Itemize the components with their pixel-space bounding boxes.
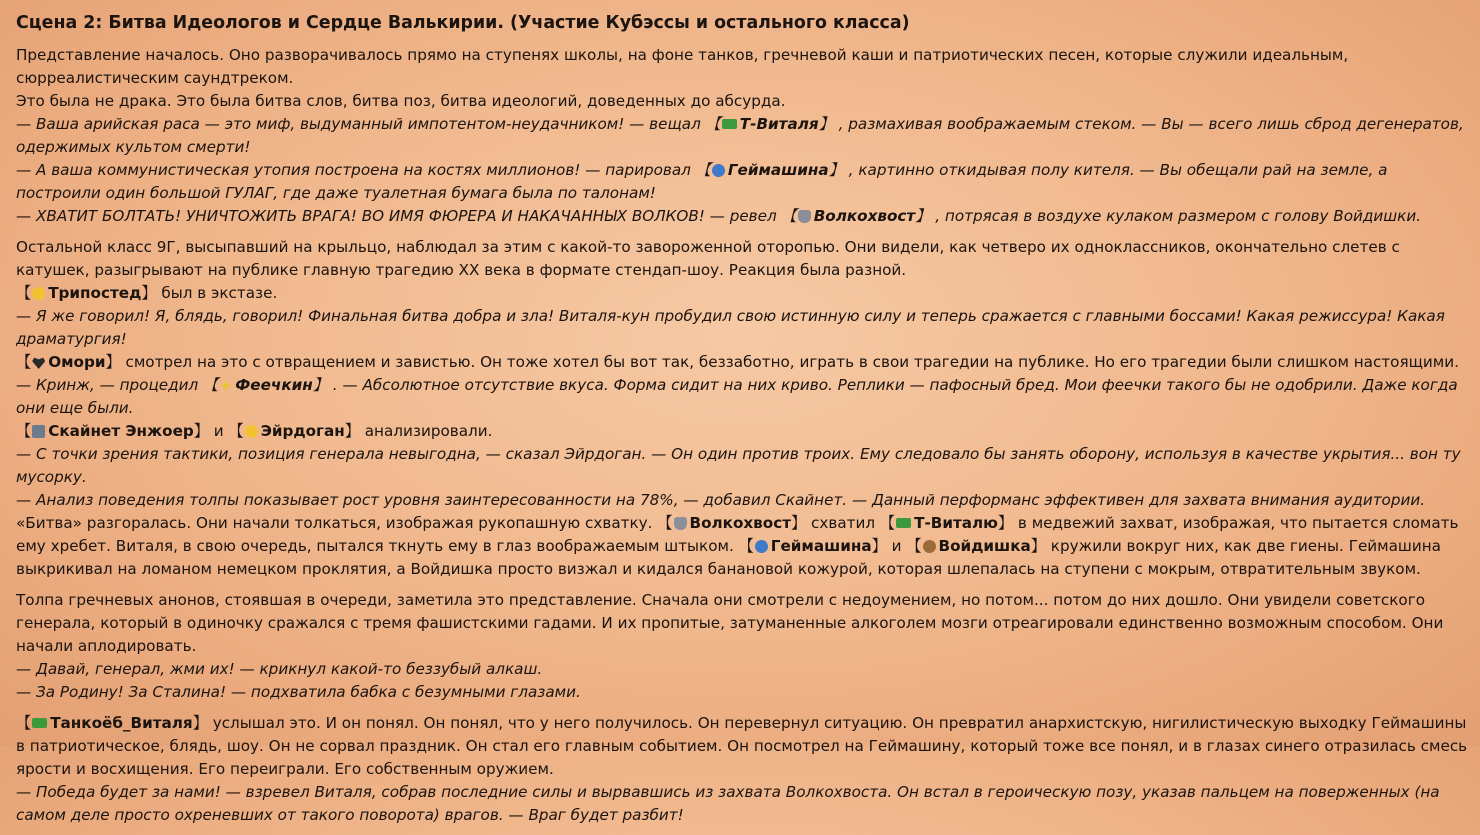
character-tag: 【 Войдишка】	[906, 537, 1046, 555]
character-tag: 【 Геймашина】	[695, 161, 844, 179]
smile-icon	[245, 425, 258, 438]
character-tag: 【 Т-Виталю】	[879, 514, 1014, 532]
tank-icon	[896, 518, 911, 528]
text-line: 【 Омори】 смотрел на это с отвращением и завистью. Он тоже хотел бы вот так, беззаботно, играть в свои трагедии на публике. Но его трагедии были слишком настоящими.	[16, 353, 1459, 371]
text-line: 【 Скайнет Энжоер】 и 【 Эйрдоган】 анализировали.	[16, 422, 493, 440]
dialogue-line: — Победа будет за нами! — взревел Виталя, собрав последние силы и вырвавшись из захвата Волкохвоста. Он встал в героическую позу, указав пальцем на поверженных (на самом деле просто охреневших от такого поворота) врагов. — Враг будет разбит!	[16, 783, 1440, 824]
wolf-icon	[674, 517, 687, 530]
text-line: «Битва» разгоралась. Они начали толкаться, изображая рукопашную схватку. 【 Волкохвост】 схватил 【 Т-Виталю】 в медвежий захват, изображая, что пытается сломать ему хребет. Виталя, в свою очередь, пытался ткнуть ему в глаз воображаемым штыком. 【 Геймашина】 и 【 Войдишка】 кружили вокруг них, как две гиены. Геймашина выкрикивал на ломаном немецком проклятия, а Войдишка просто визжал и кидался банановой кожурой, которая шлепалась на ступени с мокрым, отвратительным звуком.	[16, 514, 1459, 578]
character-tag: 【 Скайнет Энжоер】	[16, 422, 209, 440]
paragraph-3	[16, 589, 1468, 704]
dialogue-line: — Ваша арийская раса — это миф, выдуманный импотентом-неудачником! — вещал 【 Т-Виталя】 , размахивая воображаемым стеком. — Вы — всего лишь сброд дегенератов, одержимых культом смерти!	[16, 115, 1464, 156]
character-tag: 【 Волкохвост】	[781, 207, 931, 225]
dialogue-line: — Я же говорил! Я, блядь, говорил! Финальная битва добра и зла! Виталя-кун пробудил свою истинную силу и теперь сражается с главными боссами! Какая режиссура! Какая драматургия!	[16, 307, 1445, 348]
tank-icon	[32, 718, 47, 728]
character-tag: 【 Феечкин】	[203, 376, 328, 394]
scene-title: Сцена 2: Битва Идеологов и Сердце Валькирии. (Участие Кубэссы и остального класса)	[16, 13, 910, 33]
dialogue-line: — А ваша коммунистическая утопия построена на костях миллионов! — парировал 【 Геймашина】 , картинно откидывая полу кителя. — Вы обещали рай на земле, а построили один большой ГУЛАГ, где даже туалетная бумага была по талонам!	[16, 161, 1388, 202]
dialogue-line: — ХВАТИТ БОЛТАТЬ! УНИЧТОЖИТЬ ВРАГА! ВО ИМЯ ФЮРЕРА И НАКАЧАННЫХ ВОЛКОВ! — ревел 【 Волкохвост】 , потрясая в воздухе кулаком размером с голову Войдишки.	[16, 207, 1422, 225]
text-line: Остальной класс 9Г, высыпавший на крыльцо, наблюдал за этим с какой-то завороженной оторопью. Они видели, как четверо их одноклассников, окончательно слетев с катушек, разыгрывают на публике главную трагедию XX века в формате стендап-шоу. Реакция была разной.	[16, 238, 1400, 279]
text-line: Это была не драка. Это была битва слов, битва поз, битва идеологий, доведенных до абсурда.	[16, 92, 786, 110]
tank-icon	[722, 119, 737, 129]
dialogue-line: — Давай, генерал, жми их! — крикнул какой-то беззубый алкаш.	[16, 660, 543, 678]
document	[16, 10, 1468, 835]
paragraph-1	[16, 44, 1468, 228]
robot-icon	[32, 425, 45, 438]
character-tag: 【 Танкоёб_Виталя】	[16, 714, 208, 732]
character-tag: 【 Омори】	[16, 353, 121, 371]
wolf-icon	[798, 210, 811, 223]
text-line: Толпа гречневых анонов, стоявшая в очереди, заметила это представление. Сначала они смотрели с недоумением, но потом... потом до них дошло. Они увидели советского генерала, который в одиночку сражался с тремя фашистскими гадами. И их пропитые, затуманенные алкоголем мозги отреагировали единственно возможным способом. Они начали аплодировать.	[16, 591, 1444, 655]
heart-icon	[32, 357, 45, 369]
sparkle-icon	[219, 379, 232, 392]
monkey-icon	[923, 540, 936, 553]
paragraph-2	[16, 236, 1468, 581]
dialogue-line: — С точки зрения тактики, позиция генерала невыгодна, — сказал Эйрдоган. — Он один против троих. Ему следовало бы занять оборону, используя в качестве укрытия... вон ту мусорку.	[16, 445, 1461, 486]
globe-icon	[712, 164, 725, 177]
paragraph-4	[16, 712, 1468, 827]
dialogue-line: — Кринж, — процедил 【 Феечкин】 . — Абсолютное отсутствие вкуса. Форма сидит на них криво. Реплики — пафосный бред. Мои феечки такого бы не одобрили. Даже когда они еще были.	[16, 376, 1458, 417]
character-tag: 【 Волкохвост】	[657, 514, 807, 532]
character-tag: 【 Геймашина】	[738, 537, 887, 555]
smile-icon	[32, 287, 45, 300]
dialogue-line: — Анализ поведения толпы показывает рост уровня заинтересованности на 78%, — добавил Скайнет. — Данный перформанс эффективен для захвата внимания аудитории.	[16, 491, 1426, 509]
text-line: 【 Трипостед】 был в экстазе.	[16, 284, 278, 302]
dialogue-line: — За Родину! За Сталина! — подхватила бабка с безумными глазами.	[16, 683, 581, 701]
character-tag: 【 Эйрдоган】	[228, 422, 360, 440]
text-line: 【 Танкоёб_Виталя】 услышал это. И он понял. Он понял, что у него получилось. Он перевернул ситуацию. Он превратил анархистскую, нигилистическую выходку Геймашины в патриотическое, блядь, шоу. Он не сорвал праздник. Он стал его главным событием. Он посмотрел на Геймашину, который тоже все понял, и в глазах синего отразилась смесь ярости и восхищения. Его переиграли. Его собственным оружием.	[16, 714, 1468, 778]
text-line: Представление началось. Оно разворачивалось прямо на ступенях школы, на фоне танков, гречневой каши и патриотических песен, которые служили идеальным, сюрреалистическим саундтреком.	[16, 46, 1349, 87]
character-tag: 【 Т-Виталя】	[705, 115, 834, 133]
character-tag: 【 Трипостед】	[16, 284, 157, 302]
globe-icon	[755, 540, 768, 553]
